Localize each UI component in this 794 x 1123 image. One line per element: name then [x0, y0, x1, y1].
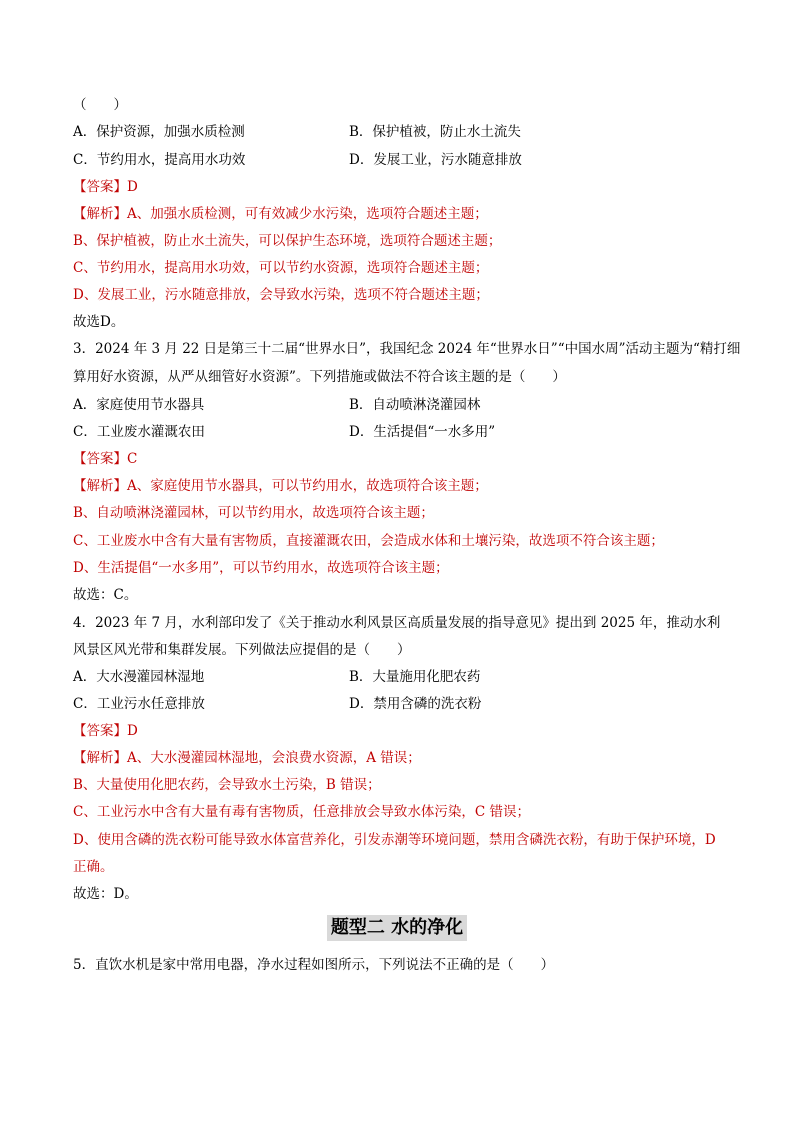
q2-option-c: C．节约用水，提高用水功效	[73, 152, 246, 168]
q4-analysis-line: 【解析】A、大水漫灌园林湿地，会浪费水资源，A 错误；	[73, 750, 421, 766]
q2-option-a: A．保护资源，加强水质检测	[73, 124, 245, 140]
q4-option-d: D．禁用含磷的洗衣粉	[349, 696, 482, 712]
q3-analysis-line: D、生活提倡“一水多用”，可以节约用水，故选项符合该主题；	[73, 560, 449, 576]
q4-stem: 4．2023 年 7 月，水利部印发了《关于推动水利风景区高质量发展的指导意见》提出到 2025 年，推动水利	[73, 615, 721, 631]
q2-answer: 【答案】D	[73, 179, 138, 195]
section-heading	[0, 915, 794, 941]
q3-option-d: D．生活提倡“一水多用”	[349, 424, 496, 440]
q3-stem: 3．2024 年 3 月 22 日是第三十二届“世界水日”，我国纪念 2024 年“世界水日”“中国水周”活动主题为“精打细	[73, 341, 741, 357]
q2-analysis-line: B、保护植被，防止水土流失，可以保护生态环境，选项符合题述主题；	[73, 233, 502, 249]
q3-analysis-line: 【解析】A、家庭使用节水器具，可以节约用水，故选项符合该主题；	[73, 478, 488, 494]
q4-analysis-line: B、大量使用化肥农药，会导致水土污染，B 错误；	[73, 777, 381, 793]
q4-option-a: A．大水漫灌园林湿地	[73, 669, 205, 685]
q4-analysis-line: D、使用含磷的洗衣粉可能导致水体富营养化，引发赤潮等环境问题，禁用含磷洗衣粉，有助于保护环境，D	[73, 832, 716, 848]
q3-analysis-line: C、工业废水中含有大量有害物质，直接灌溉农田，会造成水体和土壤污染，故选项不符合该主题；	[73, 533, 664, 549]
q2-conclusion: 故选D。	[73, 314, 125, 330]
q2-analysis-line: 【解析】A、加强水质检测，可有效减少水污染，选项符合题述主题；	[73, 206, 488, 222]
q3-option-c: C．工业废水灌溉农田	[73, 424, 205, 440]
q4-analysis-line: 正确。	[73, 859, 114, 875]
q2-paren: （ ）	[73, 97, 127, 113]
q3-answer: 【答案】C	[73, 451, 138, 467]
q3-stem-cont: 算用好水资源，从严从细管好水资源”。下列措施或做法不符合该主题的是（ ）	[73, 369, 566, 385]
q2-option-d: D．发展工业，污水随意排放	[349, 152, 522, 168]
q3-option-b: B．自动喷淋浇灌园林	[349, 397, 481, 413]
q4-answer: 【答案】D	[73, 723, 138, 739]
q2-analysis-line: D、发展工业，污水随意排放，会导致水污染，选项不符合题述主题；	[73, 287, 489, 303]
q2-analysis-line: C、节约用水，提高用水功效，可以节约水资源，选项符合题述主题；	[73, 260, 489, 276]
q4-analysis-line: C、工业污水中含有大量有毒有害物质，任意排放会导致水体污染，C 错误；	[73, 804, 530, 820]
q4-stem-cont: 风景区风光带和集群发展。下列做法应提倡的是（ ）	[73, 642, 411, 658]
q3-conclusion: 故选：C。	[73, 587, 138, 603]
q4-option-c: C．工业污水任意排放	[73, 696, 205, 712]
q2-option-b: B．保护植被，防止水土流失	[349, 124, 521, 140]
section-title: 题型二 水的净化	[327, 915, 467, 941]
q4-conclusion: 故选：D。	[73, 886, 138, 902]
q4-option-b: B．大量施用化肥农药	[349, 669, 481, 685]
q3-option-a: A．家庭使用节水器具	[73, 397, 205, 413]
q3-analysis-line: B、自动喷淋浇灌园林，可以节约用水，故选项符合该主题；	[73, 505, 434, 521]
q5-stem: 5．直饮水机是家中常用电器，净水过程如图所示，下列说法不正确的是（ ）	[73, 957, 555, 973]
